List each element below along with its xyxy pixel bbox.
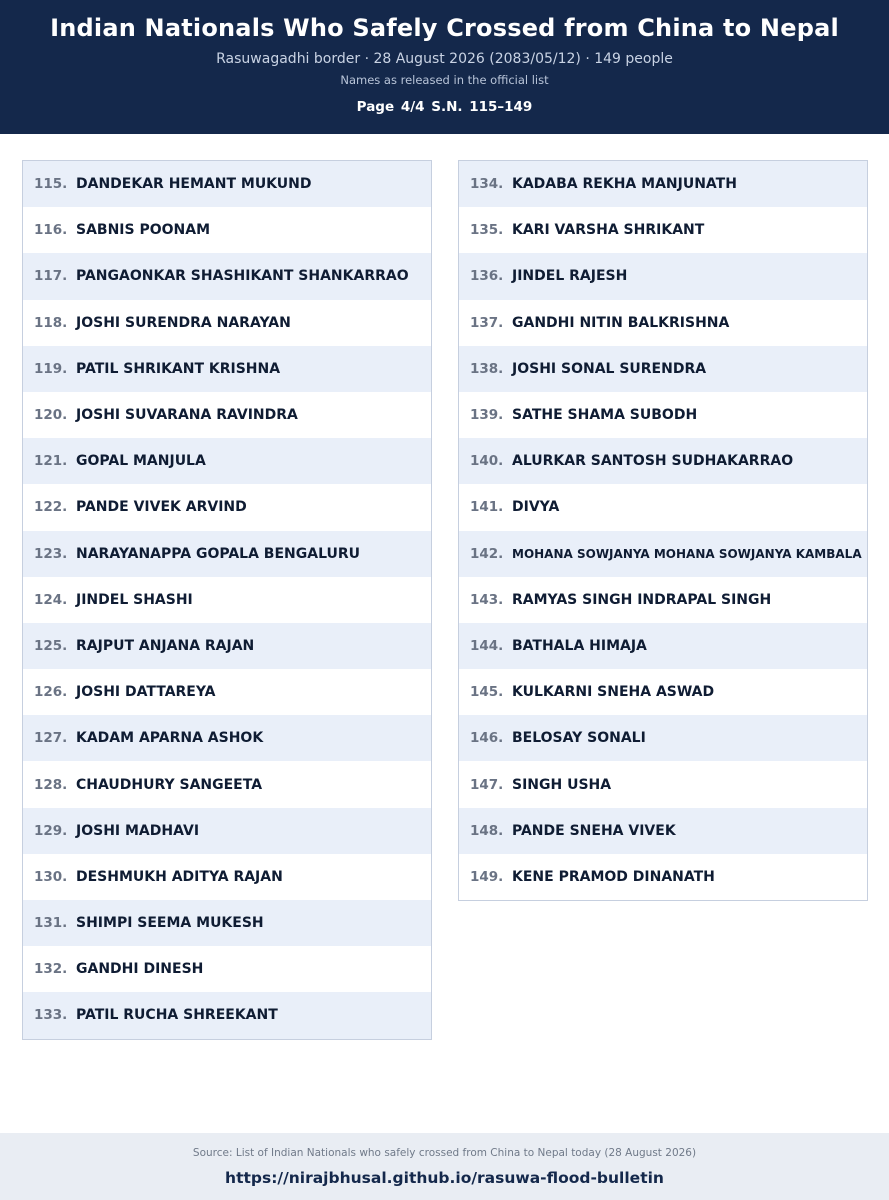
serial-number: 149.	[470, 868, 504, 885]
serial-number: 146.	[470, 730, 504, 747]
person-name: SHIMPI SEEMA MUKESH	[76, 915, 264, 932]
serial-number: 124.	[34, 591, 68, 608]
person-name: MOHANA SOWJANYA MOHANA SOWJANYA KAMBALA	[512, 546, 862, 561]
person-name: RAJPUT ANJANA RAJAN	[76, 637, 255, 654]
serial-number: 126.	[34, 684, 68, 701]
list-item	[23, 484, 431, 530]
serial-number: 131.	[34, 915, 68, 932]
list-item	[23, 346, 431, 392]
list-item	[23, 854, 431, 900]
source-note: Names as released in the official list	[340, 73, 549, 87]
serial-number: 119.	[34, 360, 68, 377]
person-name: CHAUDHURY SANGEETA	[76, 776, 263, 793]
person-name: BELOSAY SONALI	[512, 730, 646, 747]
list-item	[23, 946, 431, 992]
person-name: JOSHI SUVARANA RAVINDRA	[76, 407, 298, 424]
list-item	[459, 669, 867, 715]
person-name: JINDEL SHASHI	[76, 591, 193, 608]
person-name: JINDEL RAJESH	[512, 268, 628, 285]
serial-number: 132.	[34, 961, 68, 978]
person-name: SABNIS POONAM	[76, 222, 211, 239]
page-footer	[0, 1133, 889, 1200]
serial-number: 120.	[34, 407, 68, 424]
person-name: DIVYA	[512, 499, 560, 516]
list-item	[23, 207, 431, 253]
serial-number: 117.	[34, 268, 68, 285]
person-name: NARAYANAPPA GOPALA BENGALURU	[76, 545, 361, 562]
names-column-right	[458, 160, 868, 901]
person-name: ALURKAR SANTOSH SUDHAKARRAO	[512, 453, 794, 470]
person-name: GANDHI NITIN BALKRISHNA	[512, 314, 730, 331]
person-name: SATHE SHAMA SUBODH	[512, 407, 698, 424]
list-item	[459, 623, 867, 669]
person-name: KARI VARSHA SHRIKANT	[512, 222, 705, 239]
list-item	[23, 900, 431, 946]
person-name: JOSHI SURENDRA NARAYAN	[76, 314, 291, 331]
person-name: PANDE SNEHA VIVEK	[512, 822, 676, 839]
page-subtitle: Rasuwagadhi border · 28 August 2026 (2083/05/12) · 149 people	[216, 51, 673, 67]
list-item	[459, 253, 867, 299]
person-name: RAMYAS SINGH INDRAPAL SINGH	[512, 591, 772, 608]
serial-number: 116.	[34, 222, 68, 239]
source-citation: Source: List of Indian Nationals who safely crossed from China to Nepal today (28 August 2026)	[192, 1147, 697, 1159]
person-name: JOSHI SONAL SURENDRA	[512, 360, 707, 377]
person-name: BATHALA HIMAJA	[512, 637, 647, 654]
serial-number: 128.	[34, 776, 68, 793]
list-item	[23, 161, 431, 207]
list-item	[23, 392, 431, 438]
serial-number: 118.	[34, 314, 68, 331]
list-item	[23, 438, 431, 484]
list-item	[459, 854, 867, 900]
list-item	[459, 300, 867, 346]
list-item	[23, 992, 431, 1038]
serial-number: 133.	[34, 1007, 68, 1024]
serial-number: 122.	[34, 499, 68, 516]
serial-number: 141.	[470, 499, 504, 516]
serial-number: 138.	[470, 360, 504, 377]
list-item	[459, 577, 867, 623]
person-name: PATIL SHRIKANT KRISHNA	[76, 360, 281, 377]
serial-number: 143.	[470, 591, 504, 608]
list-item	[23, 761, 431, 807]
list-item	[459, 438, 867, 484]
person-name: SINGH USHA	[512, 776, 612, 793]
person-name: PANDE VIVEK ARVIND	[76, 499, 247, 516]
serial-number: 134.	[470, 176, 504, 193]
serial-number: 123.	[34, 545, 68, 562]
list-item	[459, 207, 867, 253]
list-item	[23, 531, 431, 577]
serial-number: 147.	[470, 776, 504, 793]
list-item	[459, 161, 867, 207]
person-name: GANDHI DINESH	[76, 961, 204, 978]
serial-number: 130.	[34, 868, 68, 885]
person-name: DANDEKAR HEMANT MUKUND	[76, 176, 312, 193]
serial-number: 135.	[470, 222, 504, 239]
serial-number: 129.	[34, 822, 68, 839]
list-item	[459, 531, 867, 577]
serial-number: 139.	[470, 407, 504, 424]
page-header	[0, 0, 889, 134]
person-name: PANGAONKAR SHASHIKANT SHANKARRAO	[76, 268, 409, 285]
serial-number: 142.	[470, 545, 504, 562]
person-name: DESHMUKH ADITYA RAJAN	[76, 868, 283, 885]
person-name: PATIL RUCHA SHREEKANT	[76, 1007, 278, 1024]
list-item	[459, 484, 867, 530]
person-name: GOPAL MANJULA	[76, 453, 206, 470]
list-item	[23, 300, 431, 346]
list-item	[459, 808, 867, 854]
list-item	[459, 715, 867, 761]
person-name: JOSHI DATTAREYA	[76, 684, 216, 701]
person-name: KADABA REKHA MANJUNATH	[512, 176, 737, 193]
serial-number: 140.	[470, 453, 504, 470]
list-item	[23, 669, 431, 715]
page-indicator: Page 4/4 S.N. 115–149	[356, 99, 533, 115]
serial-number: 121.	[34, 453, 68, 470]
serial-number: 125.	[34, 637, 68, 654]
person-name: KADAM APARNA ASHOK	[76, 730, 264, 747]
list-item	[23, 715, 431, 761]
page-title: Indian Nationals Who Safely Crossed from China to Nepal	[50, 14, 839, 42]
names-column-left	[22, 160, 432, 1040]
person-name: JOSHI MADHAVI	[76, 822, 200, 839]
list-item	[459, 761, 867, 807]
list-item	[459, 392, 867, 438]
list-item	[459, 346, 867, 392]
serial-number: 148.	[470, 822, 504, 839]
list-item	[23, 253, 431, 299]
list-item	[23, 808, 431, 854]
serial-number: 115.	[34, 176, 68, 193]
bulletin-link[interactable]: https://nirajbhusal.github.io/rasuwa-flood-bulletin	[225, 1169, 664, 1187]
serial-number: 145.	[470, 684, 504, 701]
serial-number: 127.	[34, 730, 68, 747]
person-name: KENE PRAMOD DINANATH	[512, 868, 715, 885]
serial-number: 137.	[470, 314, 504, 331]
list-item	[23, 577, 431, 623]
serial-number: 144.	[470, 637, 504, 654]
list-item	[23, 623, 431, 669]
serial-number: 136.	[470, 268, 504, 285]
person-name: KULKARNI SNEHA ASWAD	[512, 684, 715, 701]
